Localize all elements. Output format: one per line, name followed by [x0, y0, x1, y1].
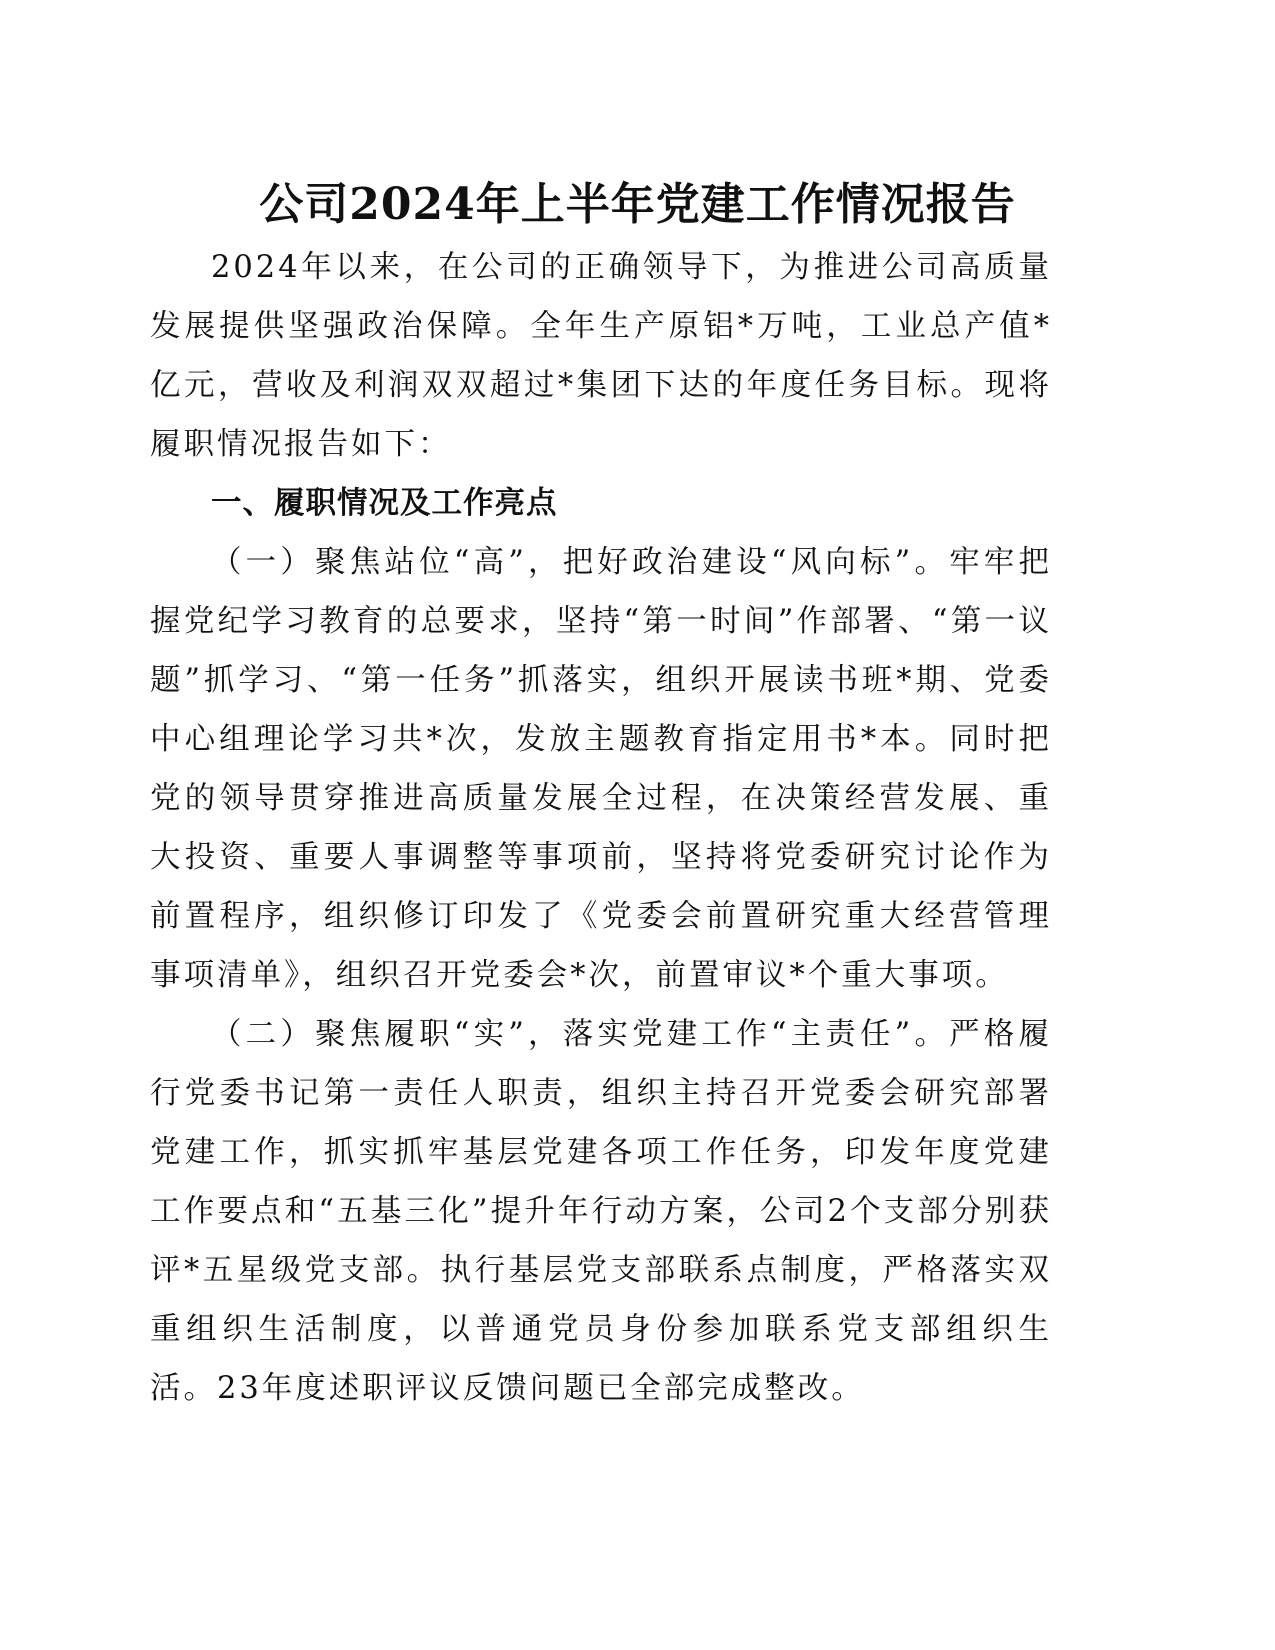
paragraph-party-responsibility: （二）聚焦履职“实”，落实党建工作“主责任”。严格履行党委书记第一责任人职责，组织主持召开党委会研究部署党建工作，抓实抓牢基层党建各项工作任务，印发年度党建工作要点和“五基三化”提升年行动方案，公司2个支部分别获评*五星级党支部。执行基层党支部联系点制度，严格落实双重组织生活制度，以普通党员身份参加联系党支部组织生活。23年度述职评议反馈问题已全部完成整改。 [150, 1017, 1052, 1406]
paragraph-political-construction: （一）聚焦站位“高”，把好政治建设“风向标”。牢牢把握党纪学习教育的总要求，坚持“第一时间”作部署、“第一议题”抓学习、“第一任务”抓落实，组织开展读书班*期、党委中心组理论学习共*次，发放主题教育指定用书*本。同时把党的领导贯穿推进高质量发展全过程，在决策经营发展、重大投资、重要人事调整等事项前，坚持将党委研究讨论作为前置程序，组织修订印发了《党委会前置研究重大经营管理事项清单》，组织召开党委会*次，前置审议*个重大事项。 [150, 545, 1052, 993]
document-title: 公司2024年上半年党建工作情况报告 [259, 179, 1016, 230]
section-heading: 一、履职情况及工作亮点 [211, 486, 558, 521]
intro-paragraph: 2024年以来，在公司的正确领导下，为推进公司高质量发展提供坚强政治保障。全年生产原铝*万吨，工业总产值*亿元，营收及利润双双超过*集团下达的年度任务目标。现将履职情况报告如下： [150, 250, 1052, 462]
document-body [150, 238, 1052, 1418]
